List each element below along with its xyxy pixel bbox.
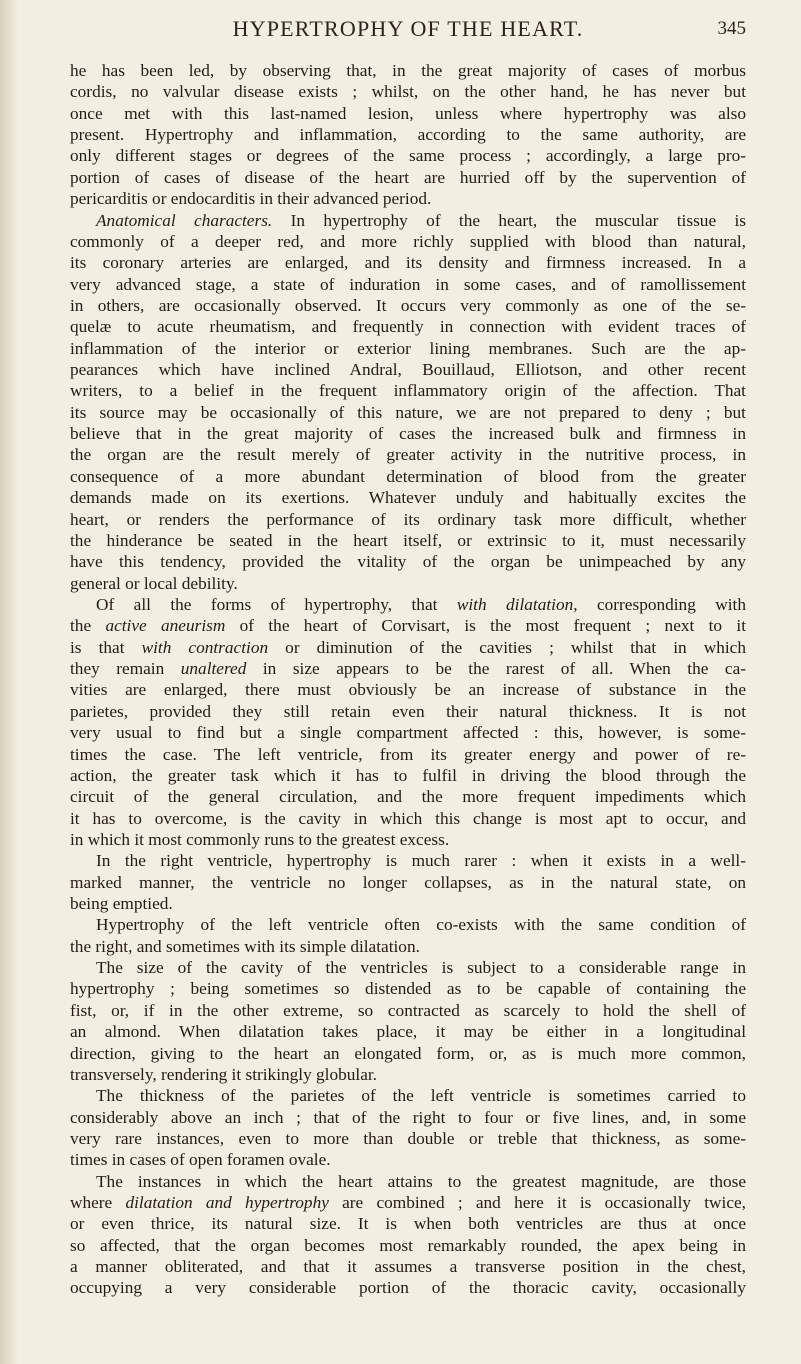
text-run: so affected, that the organ becomes most remarkably rounded, the apex being in [70,1235,746,1255]
text-run: occupying a very considerable portion of the thoracic cavity, occasionally [70,1278,746,1298]
text-run: direction, giving to the heart an elongated form, or, as is much more common, [70,1043,746,1063]
page-header [70,10,746,46]
text-run: quelæ to acute rheumatism, and frequently in connection with evident traces of [70,317,746,337]
text-line [70,1256,746,1277]
text-run: The thickness of the parietes of the left ventricle is sometimes carried to [96,1086,746,1106]
text-run: general or local debility. [70,573,238,593]
text-run: portion of cases of disease of the heart are hurried off by the supervention of [70,167,746,187]
text-line [70,594,746,615]
text-line [70,380,746,401]
italic-phrase: active aneurism [105,616,226,636]
text-line [70,60,746,81]
text-line [70,444,746,465]
text-line [70,402,746,423]
text-run: The size of the cavity of the ventricles is subject to a considerable range in [96,958,746,978]
text-run: very advanced stage, a state of induration in some cases, and of ramollissement [70,274,746,294]
text-line [70,466,746,487]
text-line [70,252,746,273]
text-run: Hypertrophy of the left ventricle often co-exists with the same condition of [96,915,746,935]
text-run: transversely, rendering it strikingly globular. [70,1064,377,1084]
text-line [70,530,746,551]
text-run: the organ are the result merely of greater activity in the nutritive process, in [70,445,746,465]
text-run: believe that in the great majority of cases the increased bulk and firmness in [70,424,746,444]
text-run: writers, to a belief in the frequent inflammatory origin of the affection. That [70,381,746,401]
text-line [70,509,746,530]
text-line [70,423,746,444]
text-run: consequence of a more abundant determination of blood from the greater [70,466,746,486]
text-run: parietes, provided they still retain even their natural thickness. It is not [70,701,746,721]
text-run: a manner obliterated, and that it assumes a transverse position in the chest, [70,1257,746,1277]
text-line [70,1085,746,1106]
text-line [70,658,746,679]
text-line [70,359,746,380]
text-line [70,316,746,337]
text-run: The instances in which the heart attains to the greatest magnitude, are those [96,1171,746,1191]
text-line [70,167,746,188]
text-line [70,338,746,359]
text-line [70,872,746,893]
text-line [70,893,746,914]
text-run: commonly of a deeper red, and more richly supplied with blood than natural, [70,231,746,251]
text-line [70,744,746,765]
text-line [70,1000,746,1021]
text-line [70,487,746,508]
italic-phrase: dilatation and hypertrophy [125,1193,329,1213]
italic-phrase: Anatomical characters. [96,210,273,230]
text-run: it has to overcome, is the cavity in which this change is most apt to occur, and [70,808,746,828]
text-line [70,1043,746,1064]
italic-phrase: unaltered [180,659,247,679]
text-line [70,103,746,124]
text-run: pearances which have inclined Andral, Bouillaud, Elliotson, and other recent [70,360,746,380]
text-run: pericarditis or endocarditis in their advanced period. [70,189,432,209]
text-line [70,1107,746,1128]
text-line [70,786,746,807]
text-run: considerably above an inch ; that of the right to four or five lines, and, in some [70,1107,746,1127]
text-line [70,145,746,166]
text-run: in size appears to be the rarest of all. When the ca- [246,659,746,679]
text-run: very rare instances, even to more than double or treble that thickness, as some- [70,1128,746,1148]
italic-phrase: with dilatation, [456,594,578,614]
text-run: in others, are occasionally observed. It occurs very commonly as one of the se- [70,295,746,315]
text-line [70,274,746,295]
text-run: corresponding with [577,594,746,614]
page-number: 345 [717,18,746,39]
text-line [70,701,746,722]
text-line [70,551,746,572]
italic-phrase: with contraction [141,637,269,657]
text-line [70,850,746,871]
text-line [70,573,746,594]
text-run: have this tendency, provided the vitality of the organ be unimpeached by any [70,552,746,572]
text-line [70,1235,746,1256]
text-run: in which it most commonly runs to the greatest excess. [70,829,450,849]
text-run: the hinderance be seated in the heart itself, or extrinsic to it, must necessarily [70,530,746,550]
text-run: marked manner, the ventricle no longer collapses, as in the natural state, on [70,872,746,892]
text-run: or diminution of the cavities ; whilst that in which [268,637,746,657]
text-run: times in cases of open foramen ovale. [70,1150,331,1170]
text-run: or even thrice, its natural size. It is when both ventricles are thus at once [70,1214,746,1234]
text-run: once met with this last-named lesion, unless where hypertrophy was also [70,103,746,123]
text-run: inflammation of the interior or exterior lining membranes. Such are the ap- [70,338,746,358]
text-line [70,829,746,850]
text-line [70,914,746,935]
text-run: times the case. The left ventricle, from its greater energy and power of re- [70,744,746,764]
text-run: where [70,1193,126,1213]
text-line [70,722,746,743]
text-line [70,1213,746,1234]
text-run: Of all the forms of hypertrophy, that [96,594,457,614]
text-run: the right, and sometimes with its simple dilatation. [70,936,420,956]
text-line [70,124,746,145]
text-line [70,615,746,636]
text-line [70,210,746,231]
text-line [70,1171,746,1192]
text-run: action, the greater task which it has to fulfil in driving the blood through the [70,765,746,785]
text-line [70,978,746,999]
text-run: very usual to find but a single compartment affected : this, however, is some- [70,723,746,743]
text-run: being emptied. [70,894,173,914]
text-line [70,231,746,252]
text-run: its source may be occasionally of this nature, we are not prepared to deny ; but [70,402,746,422]
text-line [70,1128,746,1149]
text-run: demands made on its exertions. Whatever unduly and habitually excites the [70,488,746,508]
text-run: In hypertrophy of the heart, the muscular tissue is [272,210,746,230]
text-run: vities are enlarged, there must obviously be an increase of substance in the [70,680,746,700]
text-run: the [70,616,106,636]
text-run: heart, or renders the performance of its ordinary task more difficult, whether [70,509,746,529]
page-gutter [0,0,18,1364]
text-run: its coronary arteries are enlarged, and its density and firmness increased. In a [70,253,746,273]
running-head: HYPERTROPHY OF THE HEART. [232,16,584,41]
text-line [70,637,746,658]
text-line [70,1149,746,1170]
text-line [70,295,746,316]
text-line [70,957,746,978]
text-line [70,679,746,700]
text-run: circuit of the general circulation, and the more frequent impediments which [70,787,746,807]
text-run: only different stages or degrees of the same process ; accordingly, a large pro- [70,146,746,166]
text-run: he has been led, by observing that, in the great majority of cases of morbus [70,61,746,80]
text-run: cordis, no valvular disease exists ; whilst, on the other hand, he has never but [70,82,746,102]
text-run: In the right ventricle, hypertrophy is much rarer : when it exists in a well- [96,851,746,871]
text-line [70,808,746,829]
text-line [70,1277,746,1298]
text-run: an almond. When dilatation takes place, it may be either in a longitudinal [70,1022,746,1042]
text-line [70,188,746,209]
text-line [70,1021,746,1042]
text-run: of the heart of Corvisart, is the most frequent ; next to it [225,616,746,636]
text-run: present. Hypertrophy and inflammation, according to the same authority, are [70,125,746,145]
text-line [70,1192,746,1213]
text-line [70,1064,746,1085]
text-line [70,936,746,957]
text-line [70,81,746,102]
text-run: they remain [70,659,181,679]
body-text [70,60,746,1299]
text-run: hypertrophy ; being sometimes so distended as to be capable of containing the [70,979,746,999]
text-run: fist, or, if in the other extreme, so contracted as scarcely to hold the shell of [70,1000,746,1020]
text-run: are combined ; and here it is occasionally twice, [328,1193,746,1213]
text-run: is that [70,637,142,657]
text-line [70,765,746,786]
